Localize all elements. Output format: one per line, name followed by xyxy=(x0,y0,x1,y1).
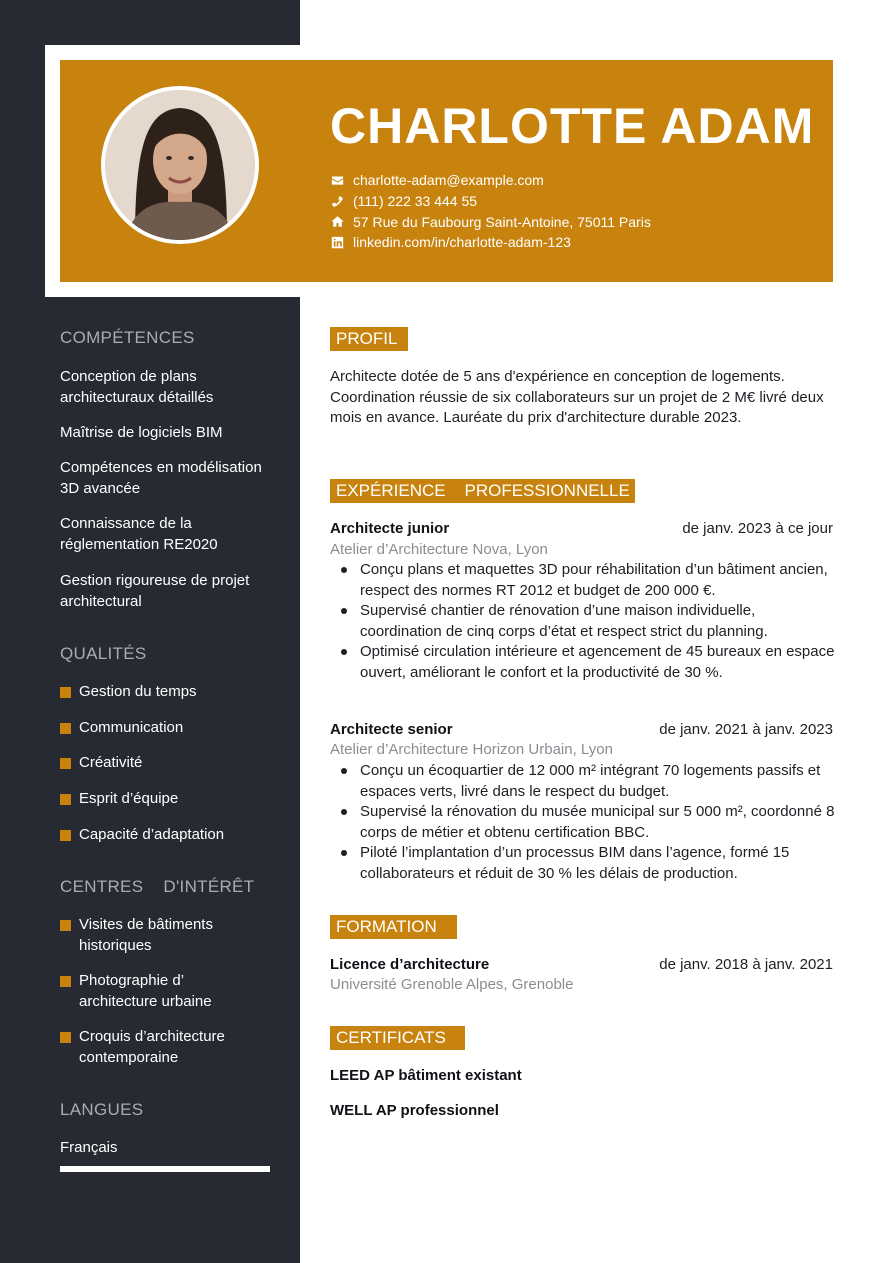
job-bullets xyxy=(360,560,835,683)
square-bullet-icon xyxy=(60,758,71,769)
list-item: Supervisé chantier de rénovation d’une maison individuelle, coordination de cinq corps d’état et respect strict du planning. xyxy=(360,601,835,642)
certificate-item: LEED AP bâtiment existant xyxy=(330,1067,522,1084)
degree-title: Licence d’architecture xyxy=(330,956,490,973)
job-title: Architecte senior xyxy=(330,721,453,738)
interest-item: Photographie d’ architecture urbaine xyxy=(60,971,260,1012)
phone-icon xyxy=(330,194,344,208)
skill-item: Connaissance de la réglementation RE2020 xyxy=(60,515,218,553)
square-bullet-icon xyxy=(60,687,71,698)
language-name: Français xyxy=(60,1139,118,1156)
contact-phone[interactable]: (111) 222 33 444 55 xyxy=(330,191,651,212)
education-title: FORMATION xyxy=(330,915,457,939)
candidate-name: CHARLOTTE ADAM xyxy=(330,98,815,154)
profile-title: PROFIL xyxy=(330,327,408,351)
list-item: Optimisé circulation intérieure et agencement de 45 bureaux en espace ouvert, améliorant le confort et la productivité de 30 %. xyxy=(360,642,835,683)
job-dates: de janv. 2021 à janv. 2023 xyxy=(659,721,833,738)
interest-item: Croquis d’architecture contemporaine xyxy=(60,1027,260,1068)
languages-title: LANGUES xyxy=(60,1100,144,1119)
quality-item: Gestion du temps xyxy=(60,682,280,703)
qualities-title: QUALITÉS xyxy=(60,644,147,663)
portrait-photo xyxy=(105,90,255,240)
job-header xyxy=(330,518,833,539)
job-company: Atelier d’Architecture Horizon Urbain, Lyon xyxy=(330,741,613,758)
language-level-bar xyxy=(60,1166,270,1172)
contact-list xyxy=(330,170,651,253)
quality-item: Communication xyxy=(60,718,280,739)
home-icon xyxy=(330,215,344,229)
interest-item: Visites de bâtiments historiques xyxy=(60,915,260,956)
skill-item: Compétences en modélisation 3D avancée xyxy=(60,459,262,497)
skill-item: Conception de plans architecturaux détaillés xyxy=(60,368,214,406)
quality-item: Esprit d’équipe xyxy=(60,789,280,810)
skills-title: COMPÉTENCES xyxy=(60,328,195,347)
list-item: Supervisé la rénovation du musée municipal sur 5 000 m², coordonné 8 corps de métier et obtenu certification BBC. xyxy=(360,802,835,843)
job-company: Atelier d’Architecture Nova, Lyon xyxy=(330,541,548,558)
contact-linkedin[interactable]: linkedin.com/in/charlotte-adam-123 xyxy=(330,232,651,253)
job-title: Architecte junior xyxy=(330,520,450,537)
education-header xyxy=(330,954,833,975)
profile-text: Architecte dotée de 5 ans d'expérience en conception de logements. Coordination réussie de six collaborateurs sur un projet de 2 M€ livré deux mois en avance. Lauréate du prix d'architecture durable 2023. xyxy=(330,368,824,426)
square-bullet-icon xyxy=(60,723,71,734)
skill-item: Gestion rigoureuse de projet architectural xyxy=(60,572,250,610)
square-bullet-icon xyxy=(60,830,71,841)
list-item: Piloté l’implantation d’un processus BIM dans l’agence, formé 15 collaborateurs et réduit de 30 % les délais de production. xyxy=(360,843,835,884)
interests-title: CENTRES D'INTÉRÊT xyxy=(60,877,255,896)
skill-item: Maîtrise de logiciels BIM xyxy=(60,424,223,441)
square-bullet-icon xyxy=(60,1032,71,1043)
quality-item: Capacité d’adaptation xyxy=(60,825,280,846)
linkedin-icon xyxy=(330,235,344,249)
job-header xyxy=(330,719,833,740)
contact-email[interactable]: charlotte-adam@example.com xyxy=(330,170,651,191)
degree-dates: de janv. 2018 à janv. 2021 xyxy=(659,956,833,973)
square-bullet-icon xyxy=(60,794,71,805)
quality-item: Créativité xyxy=(60,753,280,774)
square-bullet-icon xyxy=(60,976,71,987)
list-item: Conçu un écoquartier de 12 000 m² intégrant 70 logements passifs et espaces verts, livré dans le respect du budget. xyxy=(360,761,835,802)
experience-title: EXPÉRIENCE PROFESSIONNELLE xyxy=(330,479,635,503)
contact-address: 57 Rue du Faubourg Saint-Antoine, 75011 Paris xyxy=(330,211,651,232)
job-dates: de janv. 2023 à ce jour xyxy=(682,520,833,537)
square-bullet-icon xyxy=(60,920,71,931)
job-bullets xyxy=(360,761,835,884)
school-name: Université Grenoble Alpes, Grenoble xyxy=(330,976,574,993)
avatar xyxy=(101,86,259,244)
certificates-title: CERTIFICATS xyxy=(330,1026,465,1050)
envelope-icon xyxy=(330,173,344,187)
list-item: Conçu plans et maquettes 3D pour réhabilitation d’un bâtiment ancien, respect des normes RT 2012 et budget de 200 000 €. xyxy=(360,560,835,601)
certificate-item: WELL AP professionnel xyxy=(330,1102,499,1119)
